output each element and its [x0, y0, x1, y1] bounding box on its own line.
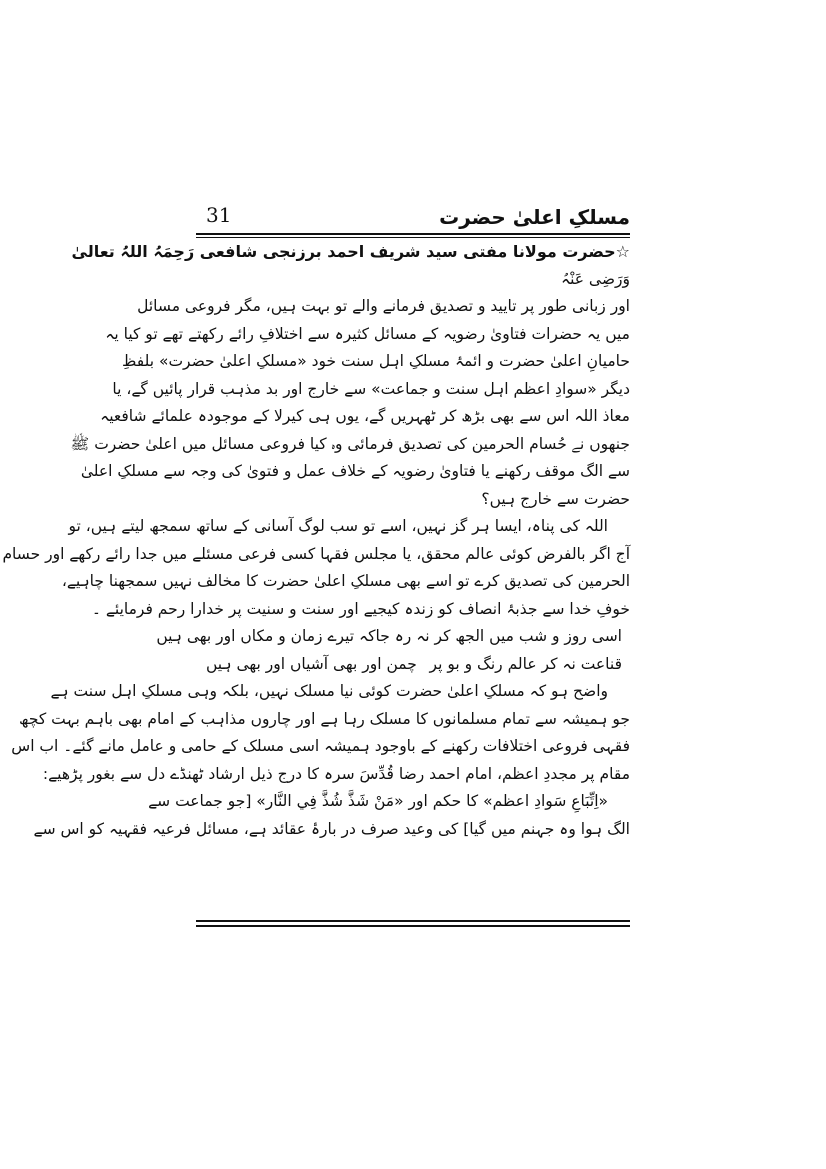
text-line: وَرَضِی عَنْہُ — [561, 269, 630, 288]
text-line: میں یہ حضرات فتاویٰ رضویہ کے مسائل کثیرہ سے اختلافِ رائے رکھتے تھے تو کیا یہ — [105, 324, 630, 343]
text-line: فقہی فروعی اختلافات رکھنے کے باوجود ہمیشہ اسی مسلک کے حامی و عامل مانے گئے۔ اب اس — [11, 737, 630, 755]
body-text — [2, 238, 630, 843]
text-line: معاذ اللہ اس سے بھی بڑھ کر ٹھہریں گے، یوں ہی کیرلا کے موجودہ علمائے شافعیہ — [100, 407, 630, 425]
text-line: ☆حضرت مولانا مفتی سید شریف احمد برزنجی شافعی رَحِمَہُ اللہُ تعالیٰ — [71, 242, 630, 261]
text-line: سے الگ موقف رکھنے یا فتاویٰ رضویہ کے خلاف عمل و فتویٰ کی وجہ سے مسلکِ اعلیٰ — [80, 462, 630, 480]
verse-couplet — [196, 651, 630, 679]
text-line: واضح ہو کہ مسلکِ اعلیٰ حضرت کوئی نیا مسلک نہیں، بلکہ وہی مسلکِ اہل سنت ہے — [50, 682, 608, 700]
text-line: اور زبانی طور پر تایید و تصدیق فرمانے والے تو بہت ہیں، مگر فروعی مسائل — [137, 297, 630, 315]
text-line: اللہ کی پناہ، ایسا ہر گز نہیں، اسے تو سب لوگ آسانی کے ساتھ سمجھ لیتے ہیں، تو — [68, 517, 608, 535]
verse-couplet — [156, 623, 630, 651]
footer-rule — [196, 920, 630, 922]
text-line: مقام پر مجددِ اعظم، امام احمد رضا قُدِّسَ سرہ کا درج ذیل ارشاد ٹھنڈے دل سے بغور پڑھیے: — [42, 764, 630, 783]
page-header — [196, 203, 630, 233]
text-line: «اِتِّبَاعِ سَوادِ اعظم» کا حکم اور «مَنْ شَذَّ شُذَّ فِي النَّار» [جو جماعت سے — [148, 792, 608, 810]
text-line: الحرمین کی تصدیق کرے تو اسے بھی مسلکِ اعلیٰ حضرت کا مخالف نہیں سمجھنا چاہیے، — [61, 572, 630, 590]
verse-first-hemistich: اسی روز و شب میں الجھ کر نہ رہ جا — [375, 627, 622, 645]
text-line: جو ہمیشہ سے تمام مسلمانوں کا مسلک رہا ہے اور چاروں مذاہب کے امام بھی باہم بہت کچھ — [19, 709, 630, 728]
verse-second-hemistich: کہ تیرے زمان و مکاں اور بھی ہیں — [156, 627, 376, 645]
text-line: دیگر «سوادِ اعظم اہل سنت و جماعت» سے خارج اور بد مذہب قرار پائیں گے، یا — [112, 379, 630, 398]
verse-second-hemistich: چمن اور بھی آشیاں اور بھی ہیں — [206, 654, 417, 673]
text-line: جنھوں نے حُسام الحرمین کی تصدیق فرمائی وہ کیا فروعی مسائل میں اعلیٰ حضرت ﷺ — [70, 434, 630, 453]
text-line: آج اگر بالفرض کوئی عالم محقق، یا مجلس فقہا کسی فرعی مسئلے میں جدا رائے رکھے اور حسام — [2, 544, 630, 563]
header-rule — [196, 233, 630, 235]
text-line: حضرت سے خارج ہیں؟ — [481, 489, 630, 508]
text-line: خوفِ خدا سے جذبۂ انصاف کو زندہ کیجیے اور سنت و سنیت پر خدارا رحم فرمایئے ۔ — [91, 599, 630, 618]
page-number: 31 — [206, 203, 232, 227]
text-line: حامیانِ اعلیٰ حضرت و ائمۂ مسلکِ اہل سنت خود «مسلکِ اعلیٰ حضرت» بلفظِ — [122, 352, 630, 370]
text-line: الگ ہوا وہ جہنم میں گیا] کی وعید صرف در بارۂ عقائد ہے، مسائل فرعیہ فقہیہ کو اس سے — [33, 819, 630, 838]
running-title: مسلکِ اعلیٰ حضرت — [439, 205, 630, 229]
verse-first-hemistich: قناعت نہ کر عالم رنگ و بو پر — [429, 654, 622, 673]
footer-rule-second — [196, 925, 630, 927]
